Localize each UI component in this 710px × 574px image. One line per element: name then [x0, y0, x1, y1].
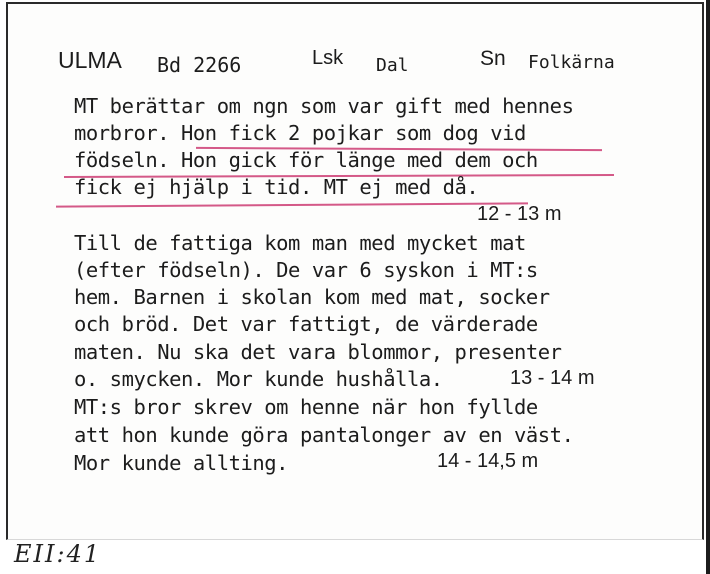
text-line: MT berättar om ngn som var gift med hennes: [74, 94, 574, 118]
text-line: Till de fattiga kom man med mycket mat: [74, 231, 526, 255]
archive-code: ULMA: [58, 47, 122, 73]
volume-number: Bd 2266: [157, 53, 242, 77]
handwritten-signature: EII:41: [14, 540, 102, 568]
text-line: maten. Nu ska det vara blommor, presenter: [74, 340, 562, 364]
text-line: MT:s bror skrev om henne när hon fyllde: [74, 395, 538, 419]
text-line: (efter födseln). De var 6 syskon i MT:s: [74, 258, 538, 282]
socken-value: Folkärna: [528, 52, 615, 73]
landskap-value: Dal: [376, 55, 409, 76]
scan-edge: [706, 0, 710, 574]
text-line: morbror. Hon fick 2 pojkar som dog vid: [74, 121, 526, 145]
text-line: att hon kunde göra pantalonger av en väst.: [74, 423, 574, 447]
landskap-label: Lsk: [312, 47, 344, 69]
text-line: och bröd. Det var fattigt, de värderade: [74, 312, 538, 336]
text-line: födseln. Hon gick för länge med dem och: [74, 148, 538, 172]
text-line: fick ej hjälp i tid. MT ej med då.: [74, 175, 479, 199]
text-line: o. smycken. Mor kunde hushålla.: [74, 367, 443, 391]
timestamp: 14 - 14,5 m: [437, 450, 539, 472]
text-line: hem. Barnen i skolan kom med mat, socker: [74, 285, 550, 309]
socken-label: Sn: [480, 47, 506, 70]
timestamp: 13 - 14 m: [510, 367, 595, 389]
text-line: Mor kunde allting.: [74, 451, 289, 475]
timestamp: 12 - 13 m: [477, 203, 562, 225]
